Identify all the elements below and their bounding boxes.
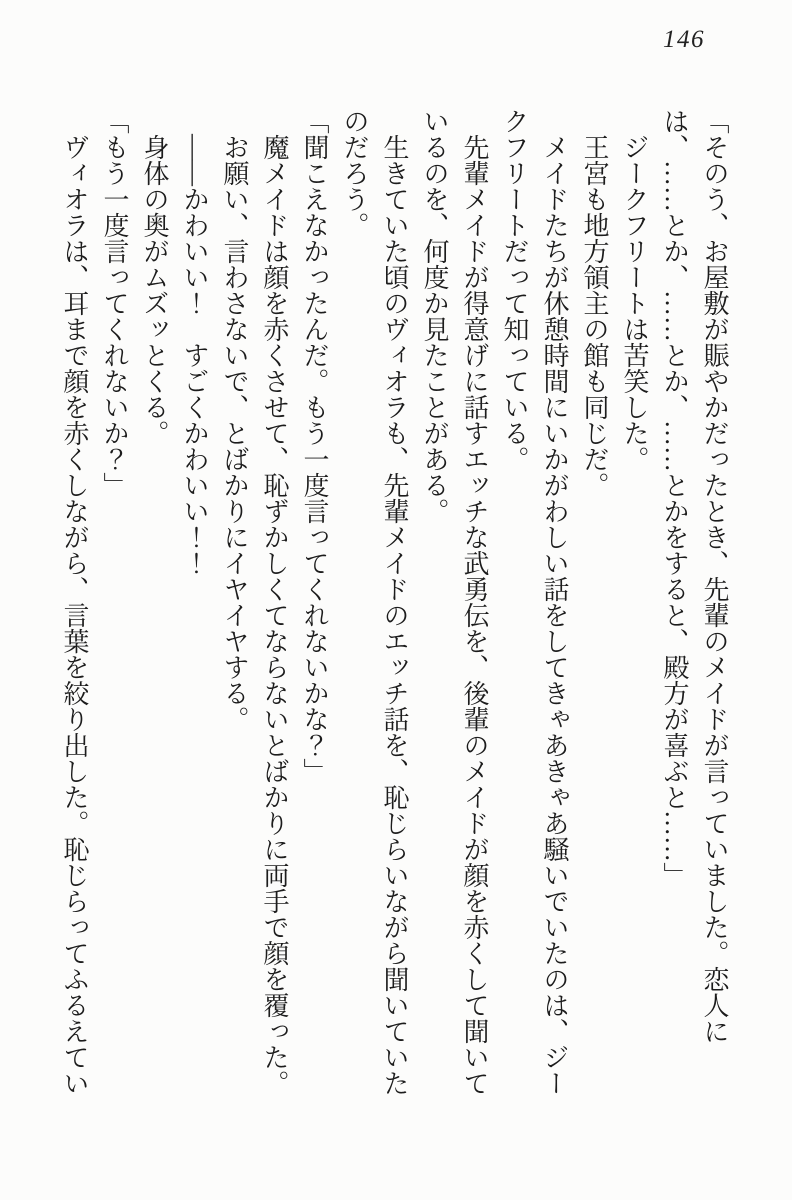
page-number: 146 (663, 26, 705, 53)
paragraph: お願い、言わさないで、とばかりにイヤイヤする。 (220, 134, 249, 732)
paragraph: 「もう一度言ってくれないか？」 (100, 108, 129, 498)
paragraph: ヴィオラは、耳まで顔を赤くしながら、言葉を絞り出した。恥じらってふるえてい (60, 134, 89, 1096)
paragraph: 王宮も地方領主の館も同じだ。 (580, 134, 609, 498)
paragraph: 先輩メイドが得意げに話すエッチな武勇伝を、後輩のメイドが顔を赤くして聞いているのを、何度か見たことがある。 (420, 108, 489, 1096)
paragraph: 「そのう、お屋敷が賑やかだったとき、先輩のメイドが言っていました。恋人には、……とか、……とか、……とかをすると、殿方が喜ぶと……」 (660, 108, 729, 1044)
paragraph: ジークフリートは苦笑した。 (620, 134, 649, 472)
paragraph: 魔メイドは顔を赤くさせて、恥ずかしくてならないとばかりに両手で顔を覆った。 (260, 134, 289, 1096)
paragraph: ――かわいい！ すごくかわいい！！ (180, 134, 209, 576)
paragraph: メイドたちが休憩時間にいかがわしい話をしてきゃあきゃあ騒いでいたのは、ジークフリートだって知っている。 (500, 108, 569, 1096)
paragraph: 身体の奥がムズッとくる。 (140, 134, 169, 446)
text-block (52, 108, 734, 1108)
paragraph: 「聞こえなかったんだ。もう一度言ってくれないかな？」 (300, 108, 329, 784)
paragraph: 生きていた頃のヴィオラも、先輩メイドのエッチ話を、恥じらいながら聞いていたのだろう。 (340, 108, 409, 1096)
